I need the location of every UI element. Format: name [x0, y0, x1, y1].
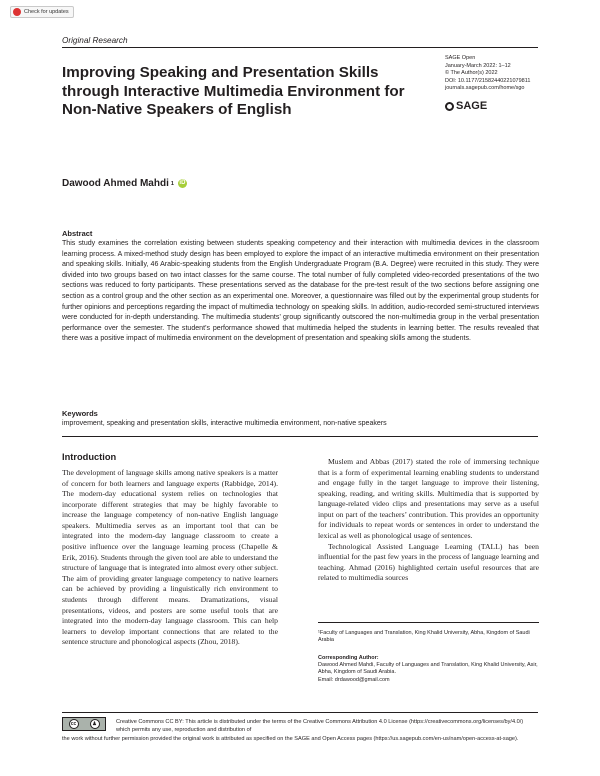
intro-paragraph-2: Muslem and Abbas (2017) stated the role of immersing technique that is a form of experimental learning enabling students to understand and engage fully in the target language to improve their listening, speaking, reading, and writing skills. Multimedia that is supported by language-related video clips and presentations may serve as a useful input on part of the teachers’ contribution. This provides an opportunity for individuals to repeat words or sentences in order to understand the lexical as well as phonological usage of sentences. — [318, 457, 539, 541]
by-person-icon: ♟ — [90, 719, 100, 729]
check-for-updates-label: Check for updates — [24, 9, 69, 15]
journal-issue: January-March 2022: 1–12 — [445, 62, 511, 69]
license-text-line-2: the work without further permission provided the original work is attributed as specified on the SAGE and Open Access pages (https://us.sagepub.com/en-us/nam/open-access-at-sage). — [62, 736, 519, 742]
license-text-line-1: Creative Commons CC BY: This article is distributed under the terms of the Creative Commons Attribution 4.0 License (https://creativecommons.org/licenses/by/4.0/) which permits any use, reproduction and distribution of — [116, 719, 524, 734]
header-divider — [62, 47, 538, 48]
abstract-heading: Abstract — [62, 229, 93, 238]
update-icon — [13, 8, 21, 16]
corresponding-author-email[interactable]: Email: drdawood@gmail.com — [318, 676, 390, 683]
author-affil-mark: 1 — [170, 180, 174, 187]
article-type: Original Research — [62, 36, 128, 45]
intro-left-column — [62, 468, 278, 648]
footnote-divider — [318, 622, 539, 623]
journal-meta — [445, 55, 530, 93]
corresponding-author-details — [318, 662, 539, 684]
sage-logo-icon — [445, 102, 454, 111]
keywords-text: improvement, speaking and presentation skills, interactive multimedia environment, non-native speakers — [62, 420, 387, 427]
cc-icon: cc — [69, 719, 79, 729]
intro-paragraph-1: The development of language skills among native speakers is a matter of concern for both learners and language experts (Rabbidge, 2014). The modern-day educational system relies on technologies that incorporate different strategies that may be highly favorable to increase the language competency of non-native English language speakers. Multimedia serves as an important tool that can be integrated into the modern-day language classroom to create a positive influence over the language learning process (Chapelle & Erik, 2016). Students through the given tool are able to understand the structure of language that is integrated into almost every other subject. The aim of providing greater language competency to native learners can be achieved by providing a linguistically rich environment to students through different means. Dramatizations, visual presentations, videos, and posters are some useful tools that are integrated into the modern-day language classroom. This can help learners to develop important connections that are related to the sentence structure and phonological aspects (Zhou, 2018). — [62, 468, 278, 647]
paper-title: Improving Speaking and Presentation Skills through Interactive Multimedia Environment for Non-Native Speakers of English — [62, 64, 405, 119]
author-name[interactable]: Dawood Ahmed Mahdi — [62, 178, 169, 189]
keywords-heading: Keywords — [62, 409, 98, 418]
introduction-heading: Introduction — [62, 452, 117, 462]
orcid-icon[interactable]: iD — [179, 180, 186, 186]
keywords-divider — [62, 436, 538, 437]
sage-logo — [445, 100, 487, 112]
journal-name: SAGE Open — [445, 55, 476, 61]
journal-copyright: © The Author(s) 2022 — [445, 70, 498, 77]
journal-doi[interactable]: DOI: 10.1177/21582440221079811 — [445, 77, 531, 84]
author-affiliation: ¹Faculty of Languages and Translation, King Khalid University, Abha, Kingdom of Saudi Arabia — [318, 630, 530, 644]
intro-paragraph-3: Technological Assisted Language Learning (TALL) has been influential for the past few years in the process of language learning and teaching. Ahmad (2016) highlighted certain useful resources that are related to multimedia sources — [318, 541, 539, 583]
corresponding-author-heading: Corresponding Author: — [318, 655, 379, 661]
sage-logo-text: SAGE — [456, 100, 488, 112]
intro-right-column — [318, 457, 539, 584]
check-for-updates-badge[interactable] — [10, 6, 74, 18]
journal-url[interactable]: journals.sagepub.com/home/sgo — [445, 85, 525, 92]
author-line — [62, 178, 187, 189]
abstract-text: This study examines the correlation existing between students speaking competency and their interaction with multimedia devices in the classroom learning process. A mixed-method study design has been employed to explore the impact of an interactive multimedia environment on their presentation and speaking skills. Initially, 46 Arabic-speaking students from the English Undergraduate Program (B.A. Degree) were recruited in this study. They were divided into two groups based on two intact classes for the same course. The total number of fully completed video-recorded presentations of the two sections was reduced to forty participants. These presentations served as the database for the pre-test result of the two sections before assigning one section as a control group and the other section as an experimental one. Moreover, a questionnaire was filled out by the experimental group students for further opinions and perceptions regarding the impact of multimedia technology on speaking skills. In addition, audio-recorded semi-structured interviews were conducted for in-depth understanding. The multimedia students’ group significantly outscored the non-multimedia group in the verbal presentation performance over the semester. The student’s performance showed that multimedia helped the students in learning better. The results revealed that there was a positive impact of multimedia environment on the development of presentation and speaking skills among the students. — [62, 240, 539, 343]
cc-by-badge[interactable] — [62, 717, 106, 731]
license-divider — [62, 712, 538, 713]
corresponding-author-text: Dawood Ahmed Mahdi, Faculty of Languages and Translation, King Khalid University, Asir, Abha, Kingdom of Saudi Arabia. — [318, 662, 538, 676]
